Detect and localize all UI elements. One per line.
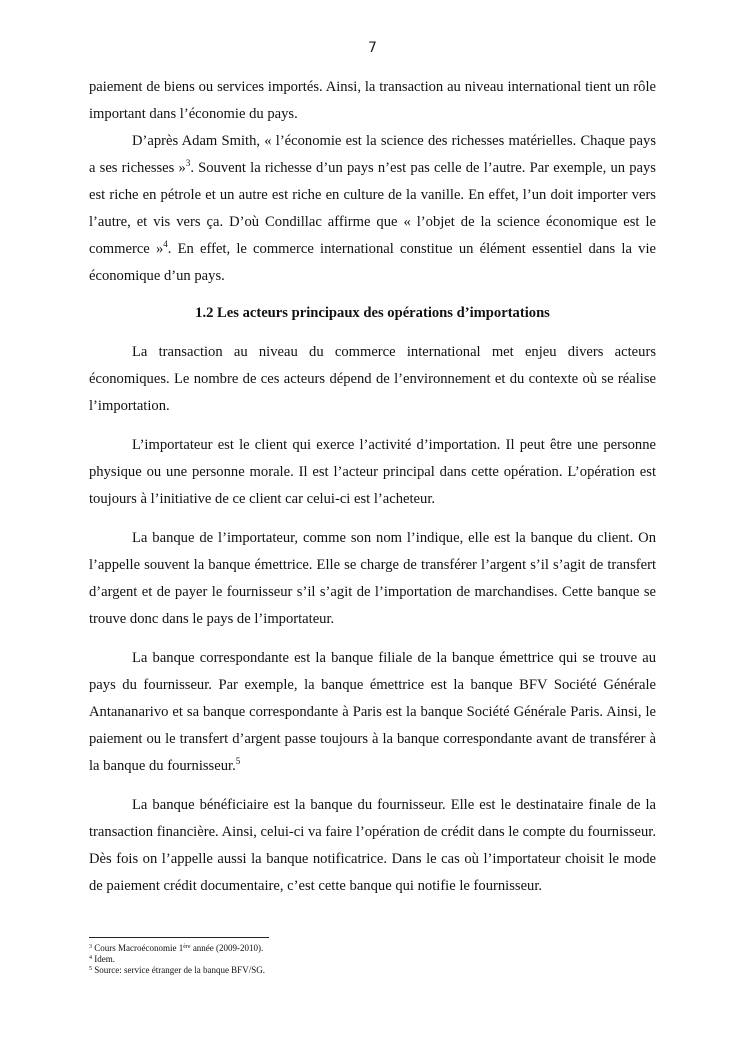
footnote-text: année (2009-2010). (190, 943, 264, 953)
section-heading: 1.2 Les acteurs principaux des opérations d’importations (195, 305, 550, 321)
footnote-text: Idem. (94, 954, 115, 964)
page-number: 7 (368, 40, 377, 56)
footnote-ref-3: 3 (185, 158, 191, 168)
footnote-ref-4: 4 (163, 239, 168, 249)
footnote-text: Cours Macroéconomie 1 (94, 943, 184, 953)
paragraph-banque-correspondante (89, 645, 656, 780)
paragraph-adam-smith (89, 128, 656, 290)
footnote (89, 965, 589, 976)
footnote-text: Source: service étranger de la banque BFV/SG. (94, 965, 265, 975)
footnote-number: 3 (89, 944, 92, 950)
paragraph-text: D’après Adam Smith, « l’économie est la science des richesses matérielles. Chaque pays a ses richesses » (89, 133, 656, 176)
paragraph-importateur: L’importateur est le client qui exerce l’activité d’importation. Il peut être une personne physique ou une personne morale. Il est l’acteur principal dans cette opération. L’opération est toujours à l’initiative de ce client car celui-ci est l’acheteur. (89, 437, 656, 507)
paragraph-continuation: paiement de biens ou services importés. Ainsi, la transaction au niveau international tient un rôle important dans l’économie du pays. (89, 79, 656, 122)
footnote-number: 5 (89, 966, 92, 972)
footnote (89, 943, 589, 954)
footnote-ordinal: ère (183, 944, 191, 950)
paragraph-banque-beneficiaire: La banque bénéficiaire est la banque du fournisseur. Elle est le destinataire finale de la transaction financière. Ainsi, celui-ci va faire l’opération de crédit dans le compte du fournisseur. Dès fois on l’appelle aussi la banque notificatrice. Dans le cas où l’importateur choisit le mode de paiement crédit documentaire, c’est cette banque qui notifie le fournisseur. (89, 797, 656, 894)
footnote-number: 4 (89, 955, 92, 961)
footnote (89, 954, 589, 965)
paragraph-text: . En effet, le commerce international constitue un élément essentiel dans la vie économique d’un pays. (89, 241, 656, 284)
footnote-ref-5: 5 (235, 756, 241, 766)
paragraph-text: La banque correspondante est la banque filiale de la banque émettrice qui se trouve au pays du fournisseur. Par exemple, la banque émettrice est la banque BFV Société Générale Antananarivo et sa banque correspondante à Paris est la banque Société Générale Paris. Ainsi, le paiement ou le transfert d’argent passe toujours à la banque correspondante avant de transférer à la banque du fournisseur. (89, 650, 656, 774)
paragraph-transaction: La transaction au niveau du commerce international met enjeu divers acteurs économiques. Le nombre de ces acteurs dépend de l’environnement et du contexte où se réalise l’importation. (89, 344, 656, 414)
paragraph-banque-importateur: La banque de l’importateur, comme son nom l’indique, elle est la banque du client. On l’appelle souvent la banque émettrice. Elle se charge de transférer l’argent s’il s’agit de transfert d’argent et de payer le fournisseur s’il s’agit de l’importation de marchandises. Cette banque se trouve donc dans le pays de l’importateur. (89, 530, 656, 627)
footnotes (89, 943, 589, 976)
body-text (89, 74, 656, 900)
footnote-divider (89, 937, 269, 938)
paragraph-text: . Souvent la richesse d’un pays n’est pas celle de l’autre. Par exemple, un pays est riche en pétrole et un autre est riche en culture de la vanille. En effet, l’un doit importer vers l’autre, et vis vers ça. D’où Condillac affirme que « l’objet de la science économique est le commerce » (89, 160, 656, 257)
